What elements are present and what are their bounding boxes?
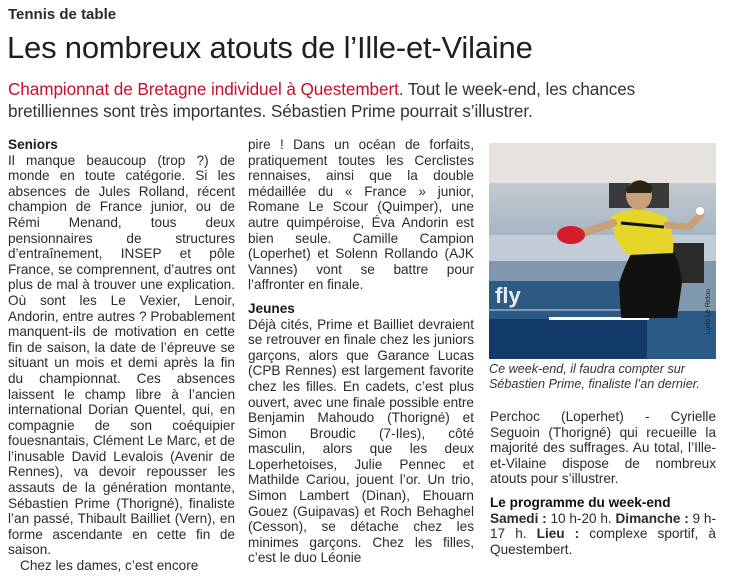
subhead-jeunes: Jeunes bbox=[248, 300, 295, 316]
column-1 bbox=[8, 137, 235, 574]
section-rubric: Tennis de table bbox=[8, 6, 117, 23]
photo-credit: Ludo Le Ridou bbox=[705, 289, 712, 335]
paragraph: Déjà cités, Prime et Bailliet devraient se retrouver en finale chez les juniors garçons, alors que Garance Lucas (CPB Rennes) est largement favorite chez les filles. En cadets, c’est plus ouvert, avec une finale possible entre Benjamin Mahoudo (Thorigné) et Simon Broudic (7-Iles), côté masculin, alors que les deux Loperhetoises, Julie Pennec et Mathilde Cariou, jouent l’or. Un trio, Simon Lambert (Dinan), Ehouarn Gouez (Guipavas) et Roch Behaghel (Cesson), se détache chez les minimes garçons. Chez les filles, c’est le duo Léonie bbox=[248, 316, 474, 566]
standfirst-lead: Championnat de Bretagne individuel à Questembert. bbox=[8, 79, 404, 99]
article-headline: Les nombreux atouts de l’Ille-et-Vilaine bbox=[7, 30, 533, 65]
standfirst-text: Tout le week-end, les chances bretilliennes sont très importantes. Sébastien Prime pourrait s’illustrer. bbox=[8, 79, 636, 121]
photo-caption: Ce week-end, il faudra compter sur Sébastien Prime, finaliste l’an dernier. bbox=[489, 362, 700, 391]
paragraph: Chez les dames, c’est encore bbox=[20, 558, 199, 574]
subhead-seniors: Seniors bbox=[8, 137, 58, 152]
paragraph: Il manque beaucoup (trop ?) de monde en toute catégorie. Si les absences de Jules Rolland, récent champion de France junior, ou de Rémi Menand, tous deux pensionnaires de structures d’entraînement, INSEP et pôle France, se comprennent, d’autres ont plus de mal à trouver une explication. Où sont les Le Vexier, Lenoir, Andorin, entre autres ? Probablement manquent-ils de motivation en cette fin de saison, la date de l’épreuve se situant un mois et demi après la fin du championnat. Ces absences laissent le champ libre à l’ancien international Dorian Quentel, qui, en compagnie de son coéquipier fouesnantais, Clément Le Marc, et de l’inusable David Levalois (Avenir de Rennes), va devoir repousser les assauts de la génération montante, Sébastien Prime (Thorigné), finaliste l’an passé, Thibault Bailliet (Vern), en forme ascendante en cette fin de saison. bbox=[8, 152, 235, 558]
table-tennis-player-image bbox=[489, 143, 716, 359]
article-photo bbox=[489, 143, 716, 359]
saturday-label: Samedi : bbox=[490, 510, 547, 526]
paragraph: pire ! Dans un océan de forfaits, pratiquement toutes les Cerclistes rennaises, ainsi que la double médaillée du « France » junior, Romane Le Scour (Quimper), une autre quimpéroise, Éva Andorin est bien seule. Camille Campion (Loperhet) et Solenn Rollando (AJK Vannes) vont se battre pour l’affronter en finale. bbox=[248, 137, 474, 293]
place-value: complexe sportif, à Questembert. bbox=[490, 526, 716, 557]
column-3 bbox=[490, 409, 716, 557]
saturday-time: 10 h-20 h. bbox=[546, 510, 616, 526]
paragraph: Perchoc (Loperhet) - Cyrielle Seguoin (Thorigné) qui recueille la majorité des suffrages. Au total, l’Ille-et-Vilaine dispose de nombreux atouts pour s’illustrer. bbox=[490, 409, 716, 487]
article-standfirst bbox=[8, 78, 723, 122]
program-title: Le programme du week-end bbox=[490, 494, 671, 510]
column-2 bbox=[248, 137, 474, 566]
program-text bbox=[490, 511, 716, 558]
place-label: Lieu : bbox=[536, 526, 580, 542]
sunday-time: 9 h-17 h. bbox=[490, 510, 716, 542]
svg-text:fly: fly bbox=[495, 283, 521, 308]
sunday-label: Dimanche : bbox=[615, 510, 689, 526]
